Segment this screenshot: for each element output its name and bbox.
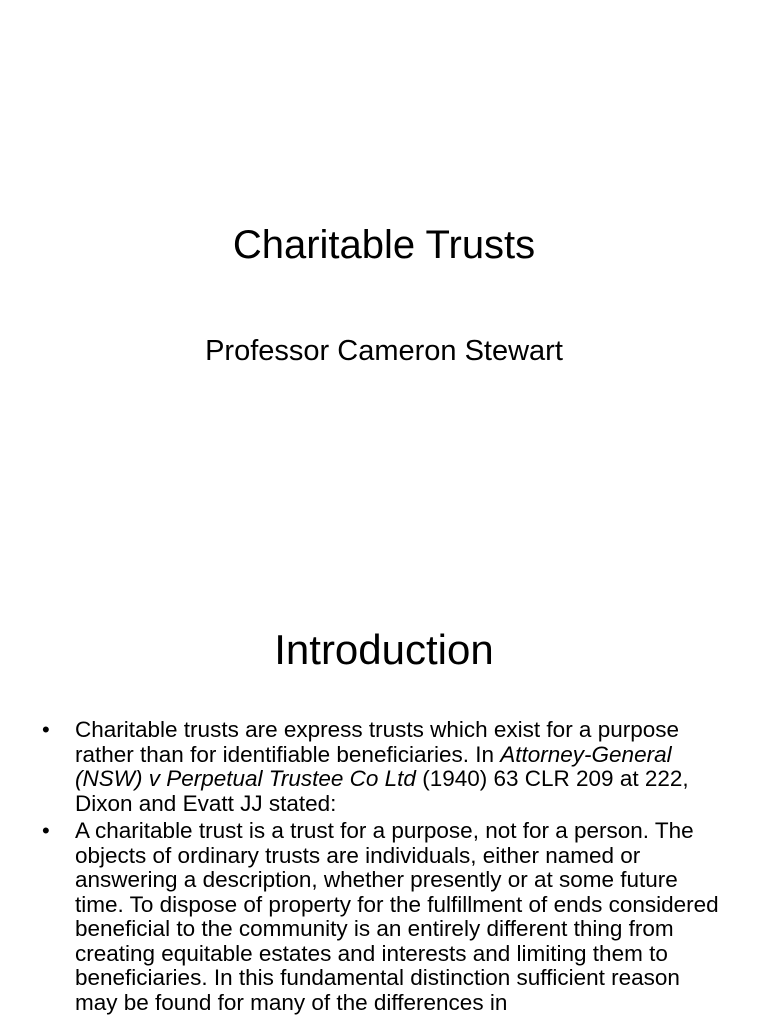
bullet-text: (1940) 63 CLR 209 at 222, Dixon and Evatt JJ stated:: [75, 766, 689, 816]
introduction-slide: [0, 576, 768, 1024]
slide-title: Charitable Trusts: [232, 223, 536, 267]
bullet-text: A charitable trust is a trust for a purpose, not for a person. The objects of ordinary trusts are individuals, either named or answering a description, whether presently or at some future time. To dispose of property for the fulfillment of ends considered beneficial to the community is an entirely different thing from creating equitable estates and interests and limiting them to beneficiaries. In this fundamental distinction sufficient reason may be found for many of the differences in: [75, 818, 719, 1015]
bullet-list: [42, 718, 722, 1018]
bullet-text: Charitable trusts are express trusts which exist for a purpose rather than for identifiable beneficiaries. In: [75, 717, 680, 767]
case-citation: Attorney-General (NSW) v Perpetual Trustee Co Ltd: [75, 741, 672, 791]
slide-title: Introduction: [274, 626, 494, 673]
bullet-dot-icon: •: [42, 818, 50, 843]
slide-subtitle: Professor Cameron Stewart: [205, 335, 563, 367]
bullet-item: [42, 819, 722, 1015]
bullet-item: [42, 718, 722, 816]
bullet-dot-icon: •: [42, 717, 50, 742]
